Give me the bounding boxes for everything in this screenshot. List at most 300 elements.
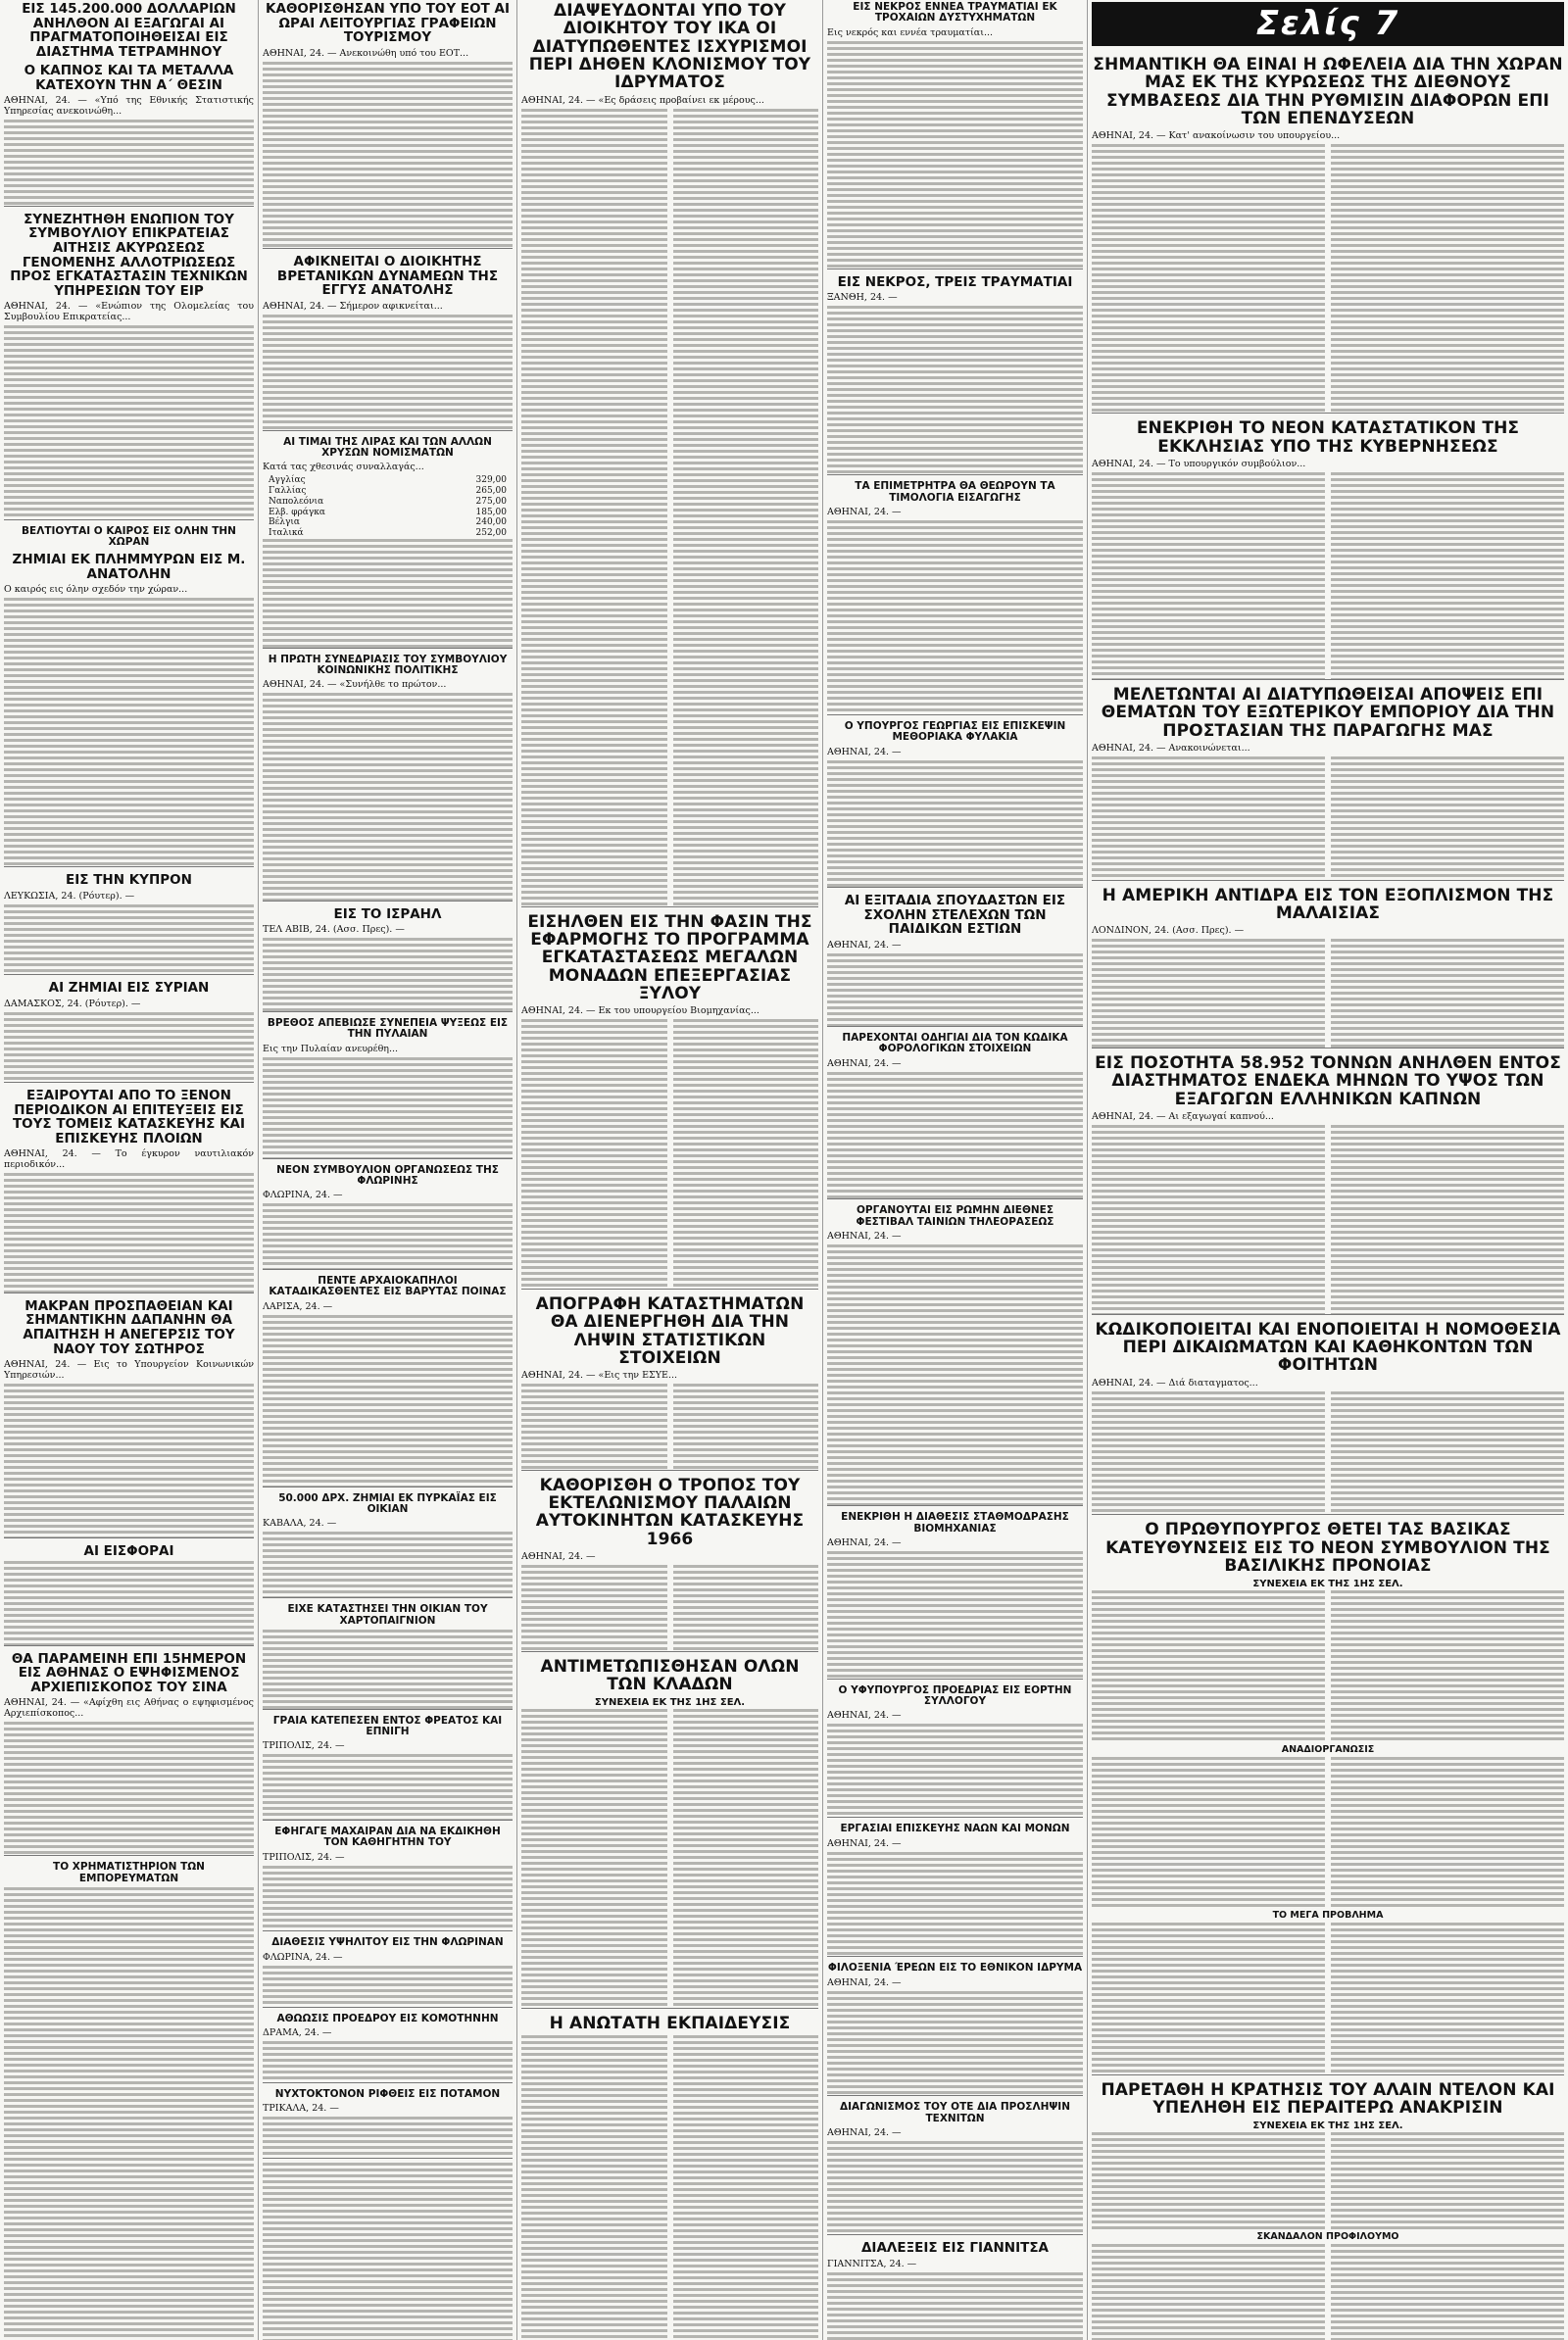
headline: ΤΑ ΕΠΙΜΕΤΡΗΤΡΑ ΘΑ ΘΕΩΡΟΥΝ ΤΑ ΤΙΜΟΛΟΓΙΑ ΕΙΣΑΓΩΓΗΣ [855, 480, 1055, 504]
article [827, 0, 1083, 269]
article-body [827, 760, 1083, 888]
article-body [521, 1709, 818, 2008]
headline: ΔΙΑΨΕΥΔΟΝΤΑΙ ΥΠΟ ΤΟΥ ΔΙΟΙΚΗΤΟΥ ΤΟΥ ΙΚΑ ΟΙ ΔΙΑΤΥΠΩΘΕΝΤΕΣ ΙΣΧΥΡΙΣΜΟΙ ΠΕΡΙ ΔΗΘΕΝ ΚΛΟΝΙΣΜΟΥ ΤΟΥ ΙΔΡΥΜΑΤΟΣ [528, 1, 811, 93]
continued-note: ΣΥΝΕΧΕΙΑ ΕΚ ΤΗΣ 1ΗΣ ΣΕΛ. [594, 1697, 746, 1709]
body-text-column [1092, 2244, 1325, 2340]
headline: ΔΙΑΘΕΣΙΣ ΥΨΗΛΙΤΟΥ ΕΙΣ ΤΗΝ ΦΛΩΡΙΝΑΝ [271, 1936, 504, 1949]
article-body [1092, 1590, 1564, 1741]
rate-value: 252,00 [475, 528, 507, 539]
article [827, 273, 1083, 475]
body-text-column [263, 1203, 513, 1269]
article-body [1092, 472, 1564, 679]
article [827, 719, 1083, 888]
headline: ΦΙΛΟΞΕΝΙΑ ΈΡΕΩΝ ΕΙΣ ΤΟ ΕΘΝΙΚΟΝ ΙΔΡΥΜΑ [827, 1962, 1083, 1974]
column-rule [258, 0, 259, 2340]
body-text-column [673, 1384, 819, 1469]
continued-note: ΣΥΝΕΧΕΙΑ ΕΚ ΤΗΣ 1ΗΣ ΣΕΛ. [1252, 1579, 1403, 1590]
body-text-column [263, 1057, 513, 1158]
body-text-column [521, 1565, 667, 1650]
article-lead: ΤΡΙΠΟΛΙΣ, 24. — [263, 1740, 345, 1752]
article [521, 1656, 818, 2010]
article-lead: ΑΘΗΝΑΙ, 24. — [827, 746, 902, 757]
headline: ΜΕΛΕΤΩΝΤΑΙ ΑΙ ΔΙΑΤΥΠΩΘΕΙΣΑΙ ΑΠΟΨΕΙΣ ΕΠΙ ΘΕΜΑΤΩΝ ΤΟΥ ΕΞΩΤΕΡΙΚΟΥ ΕΜΠΟΡΙΟΥ ΔΙΑ ΤΗΝ ΠΡΟΣΤΑΣΙΑΝ ΤΗΣ ΠΑΡΑΓΩΓΗΣ ΜΑΣ [1101, 684, 1555, 741]
article-body [827, 2141, 1083, 2234]
body-text-column [1092, 1590, 1325, 1741]
headline: Ο ΥΦΥΠΟΥΡΓΟΣ ΠΡΟΕΔΡΙΑΣ ΕΙΣ ΕΟΡΤΗΝ ΣΥΛΛΟΓΟΥ [838, 1683, 1072, 1707]
article-body [827, 1991, 1083, 2096]
body-text-column [1331, 2244, 1564, 2340]
article-body [827, 2272, 1083, 2340]
article-body [1092, 1125, 1564, 1313]
article [263, 2163, 513, 2340]
headline: Ο ΠΡΩΘΥΠΟΥΡΓΟΣ ΘΕΤΕΙ ΤΑΣ ΒΑΣΙΚΑΣ ΚΑΤΕΥΘΥΝΣΕΙΣ ΕΙΣ ΤΟ ΝΕΟΝ ΣΥΜΒΟΥΛΙΟΝ ΤΗΣ ΒΑΣΙΛΙΚΗΣ ΠΡΟΝΟΙΑΣ [1105, 1520, 1550, 1577]
article-body [521, 1019, 818, 1289]
article-lead: ΑΘΗΝΑΙ, 24. — Ανακοινώνεται... [1092, 742, 1250, 754]
article-body [1092, 1391, 1564, 1515]
headline: ΣΥΝΕΖΗΤΗΘΗ ΕΝΩΠΙΟΝ ΤΟΥ ΣΥΜΒΟΥΛΙΟΥ ΕΠΙΚΡΑΤΕΙΑΣ ΑΙΤΗΣΙΣ ΑΚΥΡΩΣΕΩΣ ΓΕΝΟΜΕΝΗΣ ΑΛΛΟΤΡΙΩΣΕΩΣ ΠΡΟΣ ΕΓΚΑΤΑΣΤΑΣΙΝ ΤΕΧΝΙΚΩΝ ΥΠΗΡΕΣΙΩΝ ΤΟΥ ΕΙΡ [10, 211, 248, 299]
body-text-column [4, 598, 254, 866]
article [263, 2012, 513, 2083]
article-body [263, 1866, 513, 1931]
headline: ΤΟ ΧΡΗΜΑΤΙΣΤΗΡΙΟΝ ΤΩΝ ΕΜΠΟΡΕΥΜΑΤΩΝ [53, 1861, 205, 1884]
article-body [263, 62, 513, 248]
article [1092, 885, 1564, 1049]
article [827, 1203, 1083, 1506]
article [827, 1683, 1083, 1819]
headline: ΜΑΚΡΑΝ ΠΡΟΣΠΑΘΕΙΑΝ ΚΑΙ ΣΗΜΑΝΤΙΚΗΝ ΔΑΠΑΝΗΝ ΘΑ ΑΠΑΙΤΗΣΗ Η ΑΝΕΓΕΡΣΙΣ ΤΟΥ ΝΑΟΥ ΤΟΥ ΣΩΤΗΡΟΣ [23, 1297, 235, 1357]
article-body [263, 1630, 513, 1709]
rate-name: Ιταλικά [269, 528, 304, 539]
body-text-column [1331, 1757, 1564, 1908]
article-body [827, 1072, 1083, 1199]
headline: ΕΙΣ ΝΕΚΡΟΣ ΕΝΝΕΑ ΤΡΑΥΜΑΤΙΑΙ ΕΚ ΤΡΟΧΑΙΩΝ ΔΥΣΤΥΧΗΜΑΤΩΝ [853, 1, 1057, 24]
body-text-column [521, 1709, 667, 2008]
body-text-column [1092, 1125, 1325, 1313]
headline: 50.000 ΔΡΧ. ΖΗΜΙΑΙ ΕΚ ΠΥΡΚΑΪΑΣ ΕΙΣ ΟΙΚΙΑΝ [278, 1491, 497, 1516]
article-body [827, 520, 1083, 714]
article-lead: ΞΑΝΘΗ, 24. — [827, 292, 898, 304]
article-lead: ΑΘΗΝΑΙ, 24. — [521, 1551, 596, 1563]
headline: ΕΝΕΚΡΙΘΗ Η ΔΙΑΘΕΣΙΣ ΣΤΑΘΜΟΔΡΑΣΗΣ ΒΙΟΜΗΧΑΝΙΑΣ [841, 1511, 1069, 1535]
article-body [827, 1852, 1083, 1957]
article [4, 979, 254, 1083]
article-body [827, 306, 1083, 474]
rate-value: 329,00 [475, 475, 507, 486]
body-text-column [673, 1709, 819, 2008]
article-lead: ΑΘΗΝΑΙ, 24. — [827, 939, 902, 951]
rate-name: Αγγλίας [269, 475, 306, 486]
body-text-column [827, 41, 1083, 268]
body-text-column [827, 1852, 1083, 1957]
body-text-column [827, 2141, 1083, 2234]
article [4, 524, 254, 868]
body-text-column [827, 1244, 1083, 1506]
article [521, 1293, 818, 1471]
column-1 [4, 0, 254, 2340]
body-text-column [1092, 472, 1325, 679]
article [4, 211, 254, 520]
masthead: Σελίς 7 [1092, 2, 1564, 46]
body-text-column [4, 904, 254, 974]
column-rule [516, 0, 517, 2340]
article-body [827, 1244, 1083, 1506]
body-text-column [4, 1722, 254, 1855]
body-text-column [4, 325, 254, 518]
rate-value: 185,00 [475, 507, 507, 517]
article-body [827, 41, 1083, 268]
body-text-column [827, 2272, 1083, 2340]
article-lead: ΑΘΗΝΑΙ, 24. — Κατ' ανακοίνωσιν του υπουργείου... [1092, 130, 1341, 142]
article [263, 1491, 513, 1598]
article-body [4, 904, 254, 974]
article-body [1092, 939, 1564, 1048]
article [827, 1510, 1083, 1679]
column-rule [822, 0, 823, 2340]
section-subhead: ΤΟ ΜΕΓΑ ΠΡΟΒΛΗΜΑ [1272, 1910, 1384, 1922]
headline: ΑΙ ΤΙΜΑΙ ΤΗΣ ΛΙΡΑΣ ΚΑΙ ΤΩΝ ΑΛΛΩΝ ΧΡΥΣΩΝ ΝΟΜΙΣΜΑΤΩΝ [283, 435, 492, 460]
body-text-column [827, 520, 1083, 714]
article [1092, 1319, 1564, 1516]
body-text-column [827, 953, 1083, 1026]
headline: ΕΞΑΙΡΟΥΤΑΙ ΑΠΟ ΤΟ ΞΕΝΟΝ ΠΕΡΙΟΔΙΚΟΝ ΑΙ ΕΠΙΤΕΥΞΕΙΣ ΕΙΣ ΤΟΥΣ ΤΟΜΕΙΣ ΚΑΤΑΣΚΕΥΗΣ ΚΑΙ ΕΠΙΣΚΕΥΗΣ ΠΛΟΙΩΝ [12, 1088, 246, 1146]
article [521, 911, 818, 1290]
article [263, 1825, 513, 1931]
body-text-column [673, 109, 819, 906]
article-lead: ΑΘΗΝΑΙ, 24. — [827, 1837, 902, 1849]
article-body [263, 315, 513, 430]
rate-value: 240,00 [475, 517, 507, 528]
article-lead: ΑΘΗΝΑΙ, 24. — [827, 2126, 902, 2138]
article-lead: ΚΑΒΑΛΑ, 24. — [263, 1518, 337, 1530]
article [4, 1860, 254, 2340]
article [263, 1163, 513, 1270]
article-lead: ΤΡΙΚΑΛΑ, 24. — [263, 2103, 339, 2115]
article-body [4, 1722, 254, 1855]
article-body [521, 1565, 818, 1650]
article-body [263, 2041, 513, 2082]
headline: ΓΡΑΙΑ ΚΑΤΕΠΕΣΕΝ ΕΝΤΟΣ ΦΡΕΑΤΟΣ ΚΑΙ ΕΠΝΙΓΗ [272, 1714, 503, 1737]
article [263, 435, 513, 649]
body-text-column [4, 120, 254, 206]
headline: ΕΙΣ ΝΕΚΡΟΣ, ΤΡΕΙΣ ΤΡΑΥΜΑΤΙΑΙ [837, 273, 1073, 290]
rate-value: 275,00 [475, 496, 507, 507]
article [263, 1274, 513, 1487]
headline: ΔΙΑΓΩΝΙΣΜΟΣ ΤΟΥ ΟΤΕ ΔΙΑ ΠΡΟΣΛΗΨΙΝ ΤΕΧΝΙΤΩΝ [839, 2101, 1071, 2124]
body-text-column [673, 2035, 819, 2340]
article-lead: ΔΑΜΑΣΚΟΣ, 24. (Ρόυτερ). — [4, 998, 141, 1009]
rate-value: 265,00 [475, 486, 507, 497]
column-4 [827, 0, 1083, 2340]
article [263, 653, 513, 902]
article-lead: Κατά τας χθεσινάς συναλλαγάς... [263, 462, 424, 473]
body-text-column [263, 1532, 513, 1597]
body-text-column [263, 62, 513, 248]
rate-name: Γαλλίας [269, 486, 307, 497]
article [827, 2100, 1083, 2235]
body-text-column [263, 2163, 513, 2340]
body-text-column [521, 2035, 667, 2340]
article [827, 1961, 1083, 2096]
headline: ΠΑΡΕΧΟΝΤΑΙ ΟΔΗΓΙΑΙ ΔΙΑ ΤΟΝ ΚΩΔΙΚΑ ΦΟΡΟΛΟΓΙΚΩΝ ΣΤΟΙΧΕΙΩΝ [842, 1032, 1068, 1055]
headline: ΕΦΗΓΑΓΕ ΜΑΧΑΙΡΑΝ ΔΙΑ ΝΑ ΕΚΔΙΚΗΘΗ ΤΟΝ ΚΑΘΗΓΗΤΗΝ ΤΟΥ [274, 1826, 501, 1849]
headline: ΑΠΟΓΡΑΦΗ ΚΑΤΑΣΤΗΜΑΤΩΝ ΘΑ ΔΙΕΝΕΡΓΗΘΗ ΔΙΑ ΤΗΝ ΛΗΨΙΝ ΣΤΑΤΙΣΤΙΚΩΝ ΣΤΟΙΧΕΙΩΝ [535, 1293, 805, 1368]
body-text-column [263, 1315, 513, 1487]
body-text-column [521, 1384, 667, 1469]
article-body [1092, 144, 1564, 413]
article-lead: ΓΙΑΝΝΙΤΣΑ, 24. — [827, 2258, 917, 2269]
headline: ΝΕΟΝ ΣΥΜΒΟΥΛΙΟΝ ΟΡΓΑΝΩΣΕΩΣ ΤΗΣ ΦΛΩΡΙΝΗΣ [276, 1163, 499, 1187]
article-body [521, 109, 818, 906]
headline: ΕΙΣ ΤΗΝ ΚΥΠΡΟΝ [66, 872, 192, 889]
article [1092, 1519, 1564, 2074]
article-lead: ΑΘΗΝΑΙ, 24. — Σήμερον αφικνείται... [263, 300, 443, 312]
body-text-column [673, 1565, 819, 1650]
article-lead: ΑΘΗΝΑΙ, 24. — «Υπό της Εθνικής Στατιστικής Υπηρεσίας ανεκοινώθη... [4, 95, 254, 118]
headline: Η ΑΜΕΡΙΚΗ ΑΝΤΙΔΡΑ ΕΙΣ ΤΟΝ ΕΞΟΠΛΙΣΜΟΝ ΤΗΣ ΜΑΛΑΙΣΙΑΣ [1102, 885, 1554, 923]
body-text-column [263, 539, 513, 647]
body-text-column [1331, 756, 1564, 880]
article-lead: ΑΘΗΝΑΙ, 24. — [827, 1976, 902, 1988]
headline: ΚΩΔΙΚΟΠΟΙΕΙΤΑΙ ΚΑΙ ΕΝΟΠΟΙΕΙΤΑΙ Η ΝΟΜΟΘΕΣΙΑ ΠΕΡΙ ΔΙΚΑΙΩΜΑΤΩΝ ΚΑΙ ΚΑΘΗΚΟΝΤΩΝ ΤΩΝ ΦΟΙΤΗΤΩΝ [1095, 1319, 1561, 1376]
article-body [263, 2117, 513, 2158]
article-lead: ΑΘΗΝΑΙ, 24. — «Εις την ΕΣΥΕ... [521, 1370, 678, 1382]
article-body [263, 1057, 513, 1158]
article [263, 0, 513, 249]
article-body [263, 1754, 513, 1820]
article-body [263, 1203, 513, 1269]
body-text-column [1331, 1923, 1564, 2073]
article-body [1092, 756, 1564, 880]
body-text-column [1092, 2132, 1325, 2228]
article-body [263, 539, 513, 647]
article [263, 2087, 513, 2159]
rates-table [263, 475, 513, 539]
article-lead: ΦΛΩΡΙΝΑ, 24. — [263, 1951, 343, 1963]
article-body [827, 1551, 1083, 1679]
headline: ΕΙΧΕ ΚΑΤΑΣΤΗΣΕΙ ΤΗΝ ΟΙΚΙΑΝ ΤΟΥ ΧΑΡΤΟΠΑΙΓΝΙΟΝ [287, 1603, 488, 1627]
headline: ΕΝΕΚΡΙΘΗ ΤΟ ΝΕΟΝ ΚΑΤΑΣΤΑΤΙΚΟΝ ΤΗΣ ΕΚΚΛΗΣΙΑΣ ΥΠΟ ΤΗΣ ΚΥΒΕΡΝΗΣΕΩΣ [1136, 418, 1520, 457]
article [4, 1297, 254, 1538]
article-body [4, 1012, 254, 1082]
body-text-column [263, 693, 513, 900]
subheadline: ΖΗΜΙΑΙ ΕΚ ΠΛΗΜΜΥΡΩΝ ΕΙΣ Μ. ΑΝΑΤΟΛΗΝ [12, 552, 246, 582]
article-lead: ΑΘΗΝΑΙ, 24. — [827, 1230, 902, 1242]
body-text-column [1331, 472, 1564, 679]
headline: Η ΑΝΩΤΑΤΗ ΕΚΠΑΙΔΕΥΣΙΣ [549, 2014, 791, 2034]
article [521, 1475, 818, 1652]
body-text-column [1331, 144, 1564, 413]
headline: ΕΙΣΗΛΘΕΝ ΕΙΣ ΤΗΝ ΦΑΣΙΝ ΤΗΣ ΕΦΑΡΜΟΓΗΣ ΤΟ ΠΡΟΓΡΑΜΜΑ ΕΓΚΑΤΑΣΤΑΣΕΩΣ ΜΕΓΑΛΩΝ ΜΟΝΑΔΩΝ ΕΠΕΞΕΡΓΑΣΙΑΣ ΞΥΛΟΥ [527, 911, 812, 1004]
rate-name: Ναπολεόνια [269, 496, 324, 507]
column-2 [263, 0, 513, 2340]
article [263, 1016, 513, 1159]
rate-name: Ελβ. φράγκα [269, 507, 325, 517]
article-body [4, 1384, 254, 1537]
article-body [4, 598, 254, 866]
headline: ΚΑΘΟΡΙΣΘΗΣΑΝ ΥΠΟ ΤΟΥ ΕΟΤ ΑΙ ΩΡΑΙ ΛΕΙΤΟΥΡΓΙΑΣ ΓΡΑΦΕΙΩΝ ΤΟΥΡΙΣΜΟΥ [266, 1, 510, 46]
section-subhead: ΑΝΑΔΙΟΡΓΑΝΩΣΙΣ [1281, 1743, 1375, 1755]
body-text-column [1331, 2132, 1564, 2228]
headline: ΔΙΑΛΕΞΕΙΣ ΕΙΣ ΓΙΑΝΝΙΤΣΑ [860, 2240, 1050, 2257]
body-text-column [827, 1551, 1083, 1679]
headline: ΚΑΘΟΡΙΣΘΗ Ο ΤΡΟΠΟΣ ΤΟΥ ΕΚΤΕΛΩΝΙΣΜΟΥ ΠΑΛΑΙΩΝ ΑΥΤΟΚΙΝΗΤΩΝ ΚΑΤΑΣΚΕΥΗΣ 1966 [535, 1475, 805, 1549]
article-lead: ΤΕΛ ΑΒΙΒ, 24. (Ασσ. Πρες). — [263, 924, 405, 936]
headline: ΑΙ ΕΙΣΦΟΡΑΙ [83, 1542, 174, 1559]
article [521, 0, 818, 907]
article-body [4, 325, 254, 518]
article-body [1092, 1923, 1564, 2073]
article [263, 253, 513, 431]
headline: ΒΡΕΘΟΣ ΑΠΕΒΙΩΣΕ ΣΥΝΕΠΕΙΑ ΨΥΞΕΩΣ ΕΙΣ ΤΗΝ ΠΥΛΑΙΑΝ [267, 1016, 509, 1041]
column-rule [1087, 0, 1088, 2340]
body-text-column [4, 1012, 254, 1082]
headline: ΠΕΝΤΕ ΑΡΧΑΙΟΚΑΠΗΛΟΙ ΚΑΤΑΔΙΚΑΣΘΕΝΤΕΣ ΕΙΣ ΒΑΡΥΤΑΣ ΠΟΙΝΑΣ [269, 1274, 507, 1298]
article-lead: ΦΛΩΡΙΝΑ, 24. — [263, 1190, 343, 1201]
article [4, 871, 254, 975]
headline: ΕΡΓΑΣΙΑΙ ΕΠΙΣΚΕΥΗΣ ΝΑΩΝ ΚΑΙ ΜΟΝΩΝ [840, 1823, 1070, 1835]
headline: ΘΑ ΠΑΡΑΜΕΙΝΗ ΕΠΙ 15ΗΜΕΡΟΝ ΕΙΣ ΑΘΗΝΑΣ Ο ΕΨΗΦΙΣΜΕΝΟΣ ΑΡΧΙΕΠΙΣΚΟΠΟΣ ΤΟΥ ΣΙΝΑ [11, 1650, 247, 1695]
article-body [263, 938, 513, 1011]
body-text-column [827, 306, 1083, 474]
body-text-column [263, 1966, 513, 2007]
article-lead: ΑΘΗΝΑΙ, 24. — [827, 1710, 902, 1722]
article-lead: Εις την Πυλαίαν ανευρέθη... [263, 1043, 399, 1054]
body-text-column [1092, 144, 1325, 413]
article [263, 1602, 513, 1709]
article-body [1092, 2244, 1564, 2340]
article [4, 1542, 254, 1646]
article [1092, 54, 1564, 414]
body-text-column [263, 1754, 513, 1820]
headline: ΒΕΛΤΙΟΥΤΑΙ Ο ΚΑΙΡΟΣ ΕΙΣ ΟΛΗΝ ΤΗΝ ΧΩΡΑΝ [22, 524, 236, 548]
body-text-column [4, 1384, 254, 1537]
article-lead: ΑΘΗΝΑΙ, 24. — Το υπουργικόν συμβούλιον... [1092, 459, 1306, 470]
headline: ΠΑΡΕΤΑΘΗ Η ΚΡΑΤΗΣΙΣ ΤΟΥ ΑΛΑΙΝ ΝΤΕΛΟΝ ΚΑΙ ΥΠΕΛΗΘΗ ΕΙΣ ΠΕΡΑΙΤΕΡΩ ΑΝΑΚΡΙΣΙΝ [1101, 2079, 1555, 2118]
body-text-column [1092, 1757, 1325, 1908]
body-text-column [263, 2117, 513, 2158]
column-3 [521, 0, 818, 2340]
article [827, 892, 1083, 1027]
article-lead: ΛΕΥΚΩΣΙΑ, 24. (Ρόυτερ). — [4, 890, 135, 902]
article-lead: ΑΘΗΝΑΙ, 24. — «Ες δράσεις προβαίνει εκ μέρους... [521, 94, 764, 106]
article-body [4, 1561, 254, 1644]
body-text-column [4, 1887, 254, 2340]
body-text-column [673, 1019, 819, 1289]
headline: ΑΝΤΙΜΕΤΩΠΙΣΘΗΣΑΝ ΟΛΩΝ ΤΩΝ ΚΛΑΔΩΝ [540, 1656, 800, 1694]
article-body [4, 1173, 254, 1292]
article-lead: Εις νεκρός και εννέα τραυματίαι... [827, 26, 994, 38]
article-lead: ΑΘΗΝΑΙ, 24. — Διά διαταγματος... [1092, 1377, 1258, 1389]
article [4, 1650, 254, 1857]
body-text-column [521, 1019, 667, 1289]
body-text-column [827, 1072, 1083, 1199]
body-text-column [263, 938, 513, 1011]
article-lead: ΑΘΗΝΑΙ, 24. — Ανεκοινώθη υπό του ΕΟΤ... [263, 47, 469, 59]
body-text-column [827, 1991, 1083, 2096]
headline: ΑΦΙΚΝΕΙΤΑΙ Ο ΔΙΟΙΚΗΤΗΣ ΒΡΕΤΑΝΙΚΩΝ ΔΥΝΑΜΕΩΝ ΤΗΣ ΕΓΓΥΣ ΑΝΑΤΟΛΗΣ [276, 253, 499, 299]
body-text-column [1331, 1590, 1564, 1741]
article [1092, 684, 1564, 881]
article-lead: ΑΘΗΝΑΙ, 24. — Το έγκυρον ναυτιλιακόν περιοδικόν... [4, 1148, 254, 1171]
article-lead: ΑΘΗΝΑΙ, 24. — [827, 506, 902, 517]
article [827, 479, 1083, 715]
body-text-column [263, 1866, 513, 1931]
rate-name: Βέλγια [269, 517, 300, 528]
headline: Ο ΥΠΟΥΡΓΟΣ ΓΕΩΡΓΙΑΣ ΕΙΣ ΕΠΙΣΚΕΨΙΝ ΜΕΘΟΡΙΑΚΑ ΦΥΛΑΚΙΑ [844, 719, 1066, 744]
article-lead: ΤΡΙΠΟΛΙΣ, 24. — [263, 1851, 345, 1863]
article-lead: ΛΑΡΙΣΑ, 24. — [263, 1300, 333, 1312]
headline: Η ΠΡΩΤΗ ΣΥΝΕΔΡΙΑΣΙΣ ΤΟΥ ΣΥΜΒΟΥΛΙΟΥ ΚΟΙΝΩΝΙΚΗΣ ΠΟΛΙΤΙΚΗΣ [268, 653, 508, 676]
headline: ΑΙ ΖΗΜΙΑΙ ΕΙΣ ΣΥΡΙΑΝ [48, 980, 210, 997]
headline: ΟΡΓΑΝΟΥΤΑΙ ΕΙΣ ΡΩΜΗΝ ΔΙΕΘΝΕΣ ΦΕΣΤΙΒΑΛ ΤΑΙΝΙΩΝ ΤΗΛΕΟΡΑΣΕΩΣ [856, 1204, 1054, 1228]
headline: ΣΗΜΑΝΤΙΚΗ ΘΑ ΕΙΝΑΙ Η ΩΦΕΛΕΙΑ ΔΙΑ ΤΗΝ ΧΩΡΑΝ ΜΑΣ ΕΚ ΤΗΣ ΚΥΡΩΣΕΩΣ ΤΗΣ ΔΙΕΘΝΟΥΣ ΣΥΜΒΑΣΕΩΣ ΔΙΑ ΤΗΝ ΡΥΘΜΙΣΙΝ ΔΙΑΦΟΡΩΝ ΕΠΙ ΤΩΝ ΕΠΕΝΔΥΣΕΩΝ [1093, 55, 1563, 129]
body-text-column [1092, 1391, 1325, 1515]
headline: ΝΥΧΤΟΚΤΟΝΟΝ ΡΙΦΘΕΙΣ ΕΙΣ ΠΟΤΑΜΟΝ [274, 2088, 501, 2101]
headline: ΕΙΣ 145.200.000 ΔΟΛΛΑΡΙΩΝ ΑΝΗΛΘΟΝ ΑΙ ΕΞΑΓΩΓΑΙ ΑΙ ΠΡΑΓΜΑΤΟΠΟΙΗΘΕΙΣΑΙ ΕΙΣ ΔΙΑΣΤΗΜΑ ΤΕΤΡΑΜΗΝΟΥ [22, 1, 236, 60]
article [1092, 417, 1564, 679]
article-lead: ΑΘΗΝΑΙ, 24. — Αι εξαγωγαί καπνού... [1092, 1111, 1274, 1123]
article-lead: ΑΘΗΝΑΙ, 24. — «Αφίχθη εις Αθήνας ο εψηφισμένος Αρχιεπίσκοπος... [4, 1697, 254, 1720]
article-body [263, 693, 513, 900]
article [263, 905, 513, 1012]
article-body [521, 2035, 818, 2340]
subheadline: Ο ΚΑΠΝΟΣ ΚΑΙ ΤΑ ΜΕΤΑΛΛΑ ΚΑΤΕΧΟΥΝ ΤΗΝ Α΄ ΘΕΣΙΝ [24, 63, 234, 93]
body-text-column [4, 1173, 254, 1292]
article-body [4, 120, 254, 206]
body-text-column [1092, 939, 1325, 1048]
article-body [4, 1887, 254, 2340]
article [827, 1822, 1083, 1957]
article [4, 1087, 254, 1293]
article-lead: ΑΘΗΝΑΙ, 24. — «Συνήλθε το πρώτον... [263, 679, 447, 691]
article-body [1092, 2132, 1564, 2228]
article-body [521, 1384, 818, 1469]
body-text-column [827, 760, 1083, 888]
article-lead: Ο καιρός εις όλην σχεδόν την χώραν... [4, 584, 188, 596]
body-text-column [1331, 1125, 1564, 1313]
body-text-column [1092, 1923, 1325, 2073]
body-text-column [1331, 1391, 1564, 1515]
article [827, 2239, 1083, 2340]
column-5 [1092, 0, 1564, 2340]
article-body [263, 1966, 513, 2007]
headline: ΕΙΣ ΤΟ ΙΣΡΑΗΛ [333, 905, 442, 922]
body-text-column [1092, 756, 1325, 880]
article-lead: ΑΘΗΝΑΙ, 24. — «Ενώπιον της Ολομελείας του Συμβουλίου Επικρατείας... [4, 301, 254, 323]
body-text-column [521, 109, 667, 906]
article-body [263, 1532, 513, 1597]
article [1092, 2079, 1564, 2340]
body-text-column [827, 1724, 1083, 1817]
article-lead: ΛΟΝΔΙΝΟΝ, 24. (Ασσ. Πρες). — [1092, 925, 1245, 937]
article-lead: ΑΘΗΝΑΙ, 24. — [827, 1536, 902, 1548]
continued-note: ΣΥΝΕΧΕΙΑ ΕΚ ΤΗΣ 1ΗΣ ΣΕΛ. [1252, 2121, 1403, 2132]
article [827, 1031, 1083, 1199]
headline: ΑΘΩΩΣΙΣ ΠΡΟΕΔΡΟΥ ΕΙΣ ΚΟΜΟΤΗΝΗΝ [276, 2012, 499, 2024]
body-text-column [263, 1630, 513, 1709]
article [4, 0, 254, 207]
article-lead: ΑΘΗΝΑΙ, 24. — [827, 1057, 902, 1069]
article-body [827, 953, 1083, 1026]
article-lead: ΔΡΑΜΑ, 24. — [263, 2027, 332, 2039]
article-body [263, 2163, 513, 2340]
article-lead: ΑΘΗΝΑΙ, 24. — Εις το Υπουργείον Κοινωνικών Υπηρεσιών... [4, 1359, 254, 1382]
body-text-column [263, 315, 513, 430]
body-text-column [263, 2041, 513, 2082]
headline: ΑΙ ΕΞΙΤΑΔΙΑ ΣΠΟΥΔΑΣΤΩΝ ΕΙΣ ΣΧΟΛΗΝ ΣΤΕΛΕΧΩΝ ΤΩΝ ΠΑΙΔΙΚΩΝ ΕΣΤΙΩΝ [844, 893, 1066, 938]
article-body [263, 1315, 513, 1487]
body-text-column [4, 1561, 254, 1644]
